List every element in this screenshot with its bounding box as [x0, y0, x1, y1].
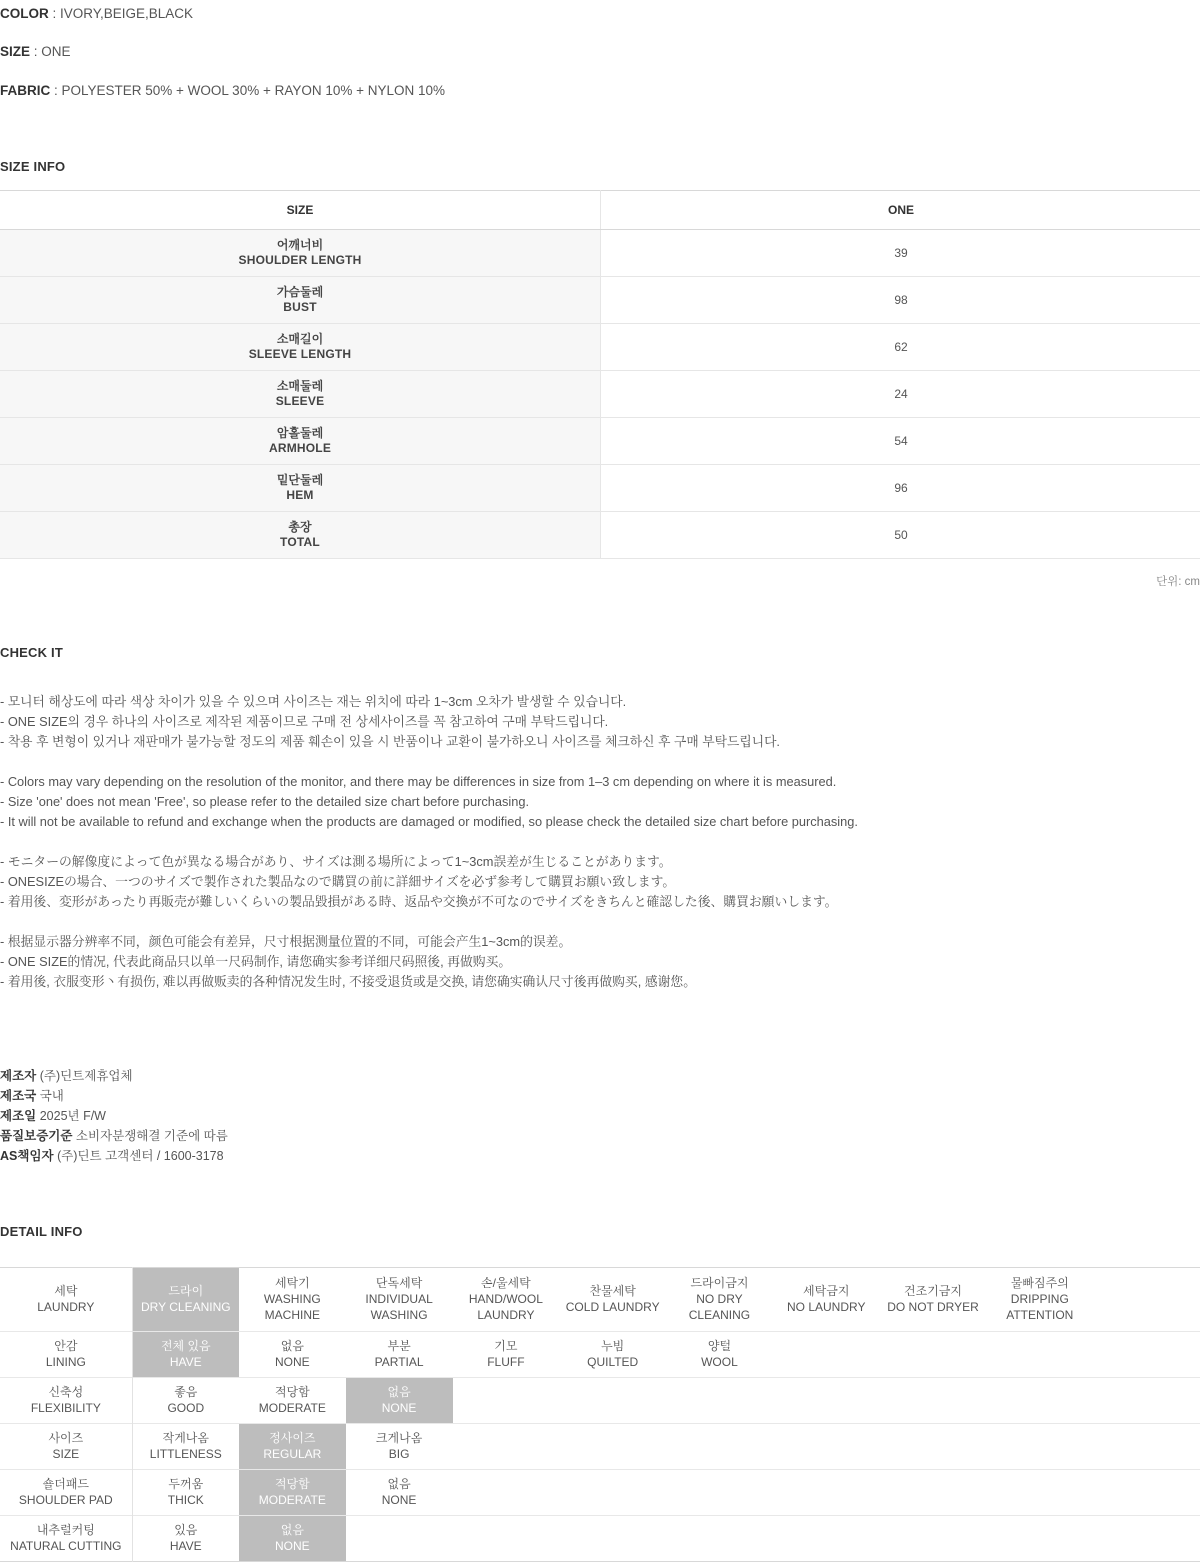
detail-option-size-big[interactable]: [346, 1423, 453, 1469]
check-ja-1: - モニターの解像度によって色が異なる場合があり、サイズは測る場所によって1~3cm誤差が生じることがあります。: [0, 852, 1200, 872]
size-row-label-en: SHOULDER LENGTH: [0, 253, 600, 268]
detail-empty-cell: [773, 1331, 880, 1377]
detail-option-flexibility-moderate[interactable]: [239, 1377, 346, 1423]
size-table-header-label: SIZE: [0, 190, 601, 229]
check-en-2: - Size 'one' does not mean 'Free', so please refer to the detailed size chart before purchasing.: [0, 792, 1200, 812]
detail-row-head: [0, 1469, 132, 1515]
detail-option-pad-none[interactable]: [346, 1469, 453, 1515]
detail-option-lining-partial[interactable]: [346, 1331, 453, 1377]
detail-empty-cell: [773, 1423, 880, 1469]
size-row-label-kr: 암홀둘레: [0, 426, 600, 441]
maker-row: [0, 1086, 1200, 1106]
spec-fabric-value: : POLYESTER 50% + WOOL 30% + RAYON 10% + NYLON 10%: [50, 83, 445, 98]
size-table-header-row: [0, 190, 1200, 229]
detail-head-en: LINING: [2, 1354, 130, 1370]
detail-option-en: GOOD: [135, 1400, 237, 1416]
detail-empty-cell: [453, 1469, 560, 1515]
detail-empty-cell: [773, 1469, 880, 1515]
detail-option-kr: 드라이금지: [668, 1275, 771, 1291]
detail-option-en: HAND/WOOL LAUNDRY: [455, 1291, 558, 1323]
size-row-value: 50: [601, 511, 1200, 558]
detail-option-dry-cleaning[interactable]: [132, 1267, 239, 1331]
detail-option-flexibility-none[interactable]: [346, 1377, 453, 1423]
detail-option-lining-none[interactable]: [239, 1331, 346, 1377]
detail-head-en: SHOULDER PAD: [2, 1492, 130, 1508]
detail-option-en: PARTIAL: [348, 1354, 451, 1370]
detail-empty-cell: [773, 1515, 880, 1561]
size-table-header-value: ONE: [601, 190, 1200, 229]
check-en-3: - It will not be available to refund and exchange when the products are damaged or modified, so please check the detailed size chart before purchasing.: [0, 812, 1200, 832]
detail-option-kr: 적당함: [241, 1384, 344, 1400]
detail-option-kr: 크게나옴: [348, 1430, 451, 1446]
detail-head-kr: 내추럴커팅: [2, 1522, 130, 1538]
maker-row: [0, 1106, 1200, 1126]
maker-value: (주)딘트제휴업체: [36, 1069, 132, 1083]
size-row-label: [0, 464, 601, 511]
detail-empty-cell: [453, 1515, 560, 1561]
detail-head-en: LAUNDRY: [2, 1299, 130, 1315]
maker-key: 품질보증기준: [0, 1129, 72, 1143]
detail-option-en: BIG: [348, 1446, 451, 1462]
detail-empty-cell: [559, 1423, 666, 1469]
detail-option-en: QUILTED: [561, 1354, 664, 1370]
detail-option-kr: 부분: [348, 1338, 451, 1354]
size-row-label-en: BUST: [0, 300, 600, 315]
detail-option-dripping-attention[interactable]: [986, 1267, 1093, 1331]
table-row: [0, 511, 1200, 558]
maker-value: 2025년 F/W: [36, 1109, 106, 1123]
detail-row-head: [0, 1377, 132, 1423]
maker-key: 제조일: [0, 1109, 36, 1123]
size-row-label-kr: 어깨너비: [0, 238, 600, 253]
spec-color: [0, 4, 1200, 24]
detail-empty-cell: [986, 1423, 1093, 1469]
detail-option-en: NONE: [348, 1400, 451, 1416]
detail-empty-cell: [346, 1515, 453, 1561]
detail-option-en: MODERATE: [241, 1400, 344, 1416]
detail-option-en: HAVE: [135, 1354, 237, 1370]
detail-option-cutting-have[interactable]: [132, 1515, 239, 1561]
detail-option-kr: 정사이즈: [241, 1430, 344, 1446]
detail-option-kr: 작게나옴: [135, 1430, 237, 1446]
maker-key: AS책임자: [0, 1149, 54, 1163]
detail-info-title: DETAIL INFO: [0, 1224, 1200, 1239]
detail-option-lining-wool[interactable]: [666, 1331, 773, 1377]
detail-info-table: [0, 1267, 1200, 1562]
size-table-body: [0, 229, 1200, 558]
maker-row: [0, 1126, 1200, 1146]
maker-row: [0, 1066, 1200, 1086]
check-it-title: CHECK IT: [0, 645, 1200, 660]
detail-option-kr: 세탁금지: [775, 1283, 878, 1299]
detail-option-kr: 건조기금지: [882, 1283, 985, 1299]
size-row-label: [0, 323, 601, 370]
size-row-label-kr: 소매길이: [0, 332, 600, 347]
spacer: [0, 912, 1200, 932]
detail-option-size-regular[interactable]: [239, 1423, 346, 1469]
maker-value: 소비자분쟁해결 기준에 따름: [72, 1129, 227, 1143]
size-row-label: [0, 229, 601, 276]
detail-option-en: FLUFF: [455, 1354, 558, 1370]
detail-empty-cell: [1093, 1331, 1200, 1377]
check-ja-3: - 着用後、変形があったり再販売が難しいくらいの製品毀損がある時、返品や交換が不可なのでサイズをきちんと確認した後、購買お願いします。: [0, 892, 1200, 912]
size-row-label: [0, 511, 601, 558]
size-row-value: 96: [601, 464, 1200, 511]
detail-empty-cell: [880, 1423, 987, 1469]
detail-option-en: NONE: [241, 1354, 344, 1370]
check-en-1: - Colors may vary depending on the resolution of the monitor, and there may be differences in size from 1–3 cm depending on where it is measured.: [0, 772, 1200, 792]
detail-empty-cell: [986, 1377, 1093, 1423]
detail-option-cold-laundry[interactable]: [559, 1267, 666, 1331]
detail-option-en: COLD LAUNDRY: [561, 1299, 664, 1315]
detail-head-en: SIZE: [2, 1446, 130, 1462]
detail-option-do-not-dryer[interactable]: [880, 1267, 987, 1331]
spec-size: [0, 42, 1200, 62]
size-unit-note: 단위: cm: [0, 573, 1200, 589]
detail-head-kr: 사이즈: [2, 1430, 130, 1446]
detail-option-kr: 손/울세탁: [455, 1275, 558, 1291]
size-row-label-en: SLEEVE: [0, 394, 600, 409]
size-row-label: [0, 417, 601, 464]
detail-option-kr: 없음: [241, 1338, 344, 1354]
check-zh-1: - 根据显示器分辨率不同，颜色可能会有差异，尺寸根据测量位置的不同，可能会产生1~3cm的误差。: [0, 932, 1200, 952]
detail-option-kr: 없음: [348, 1384, 451, 1400]
detail-row-head: [0, 1515, 132, 1561]
detail-option-kr: 기모: [455, 1338, 558, 1354]
detail-empty-cell: [453, 1423, 560, 1469]
spec-color-key: COLOR: [0, 6, 49, 21]
spacer: [0, 752, 1200, 772]
detail-option-hand-wool-laundry[interactable]: [453, 1267, 560, 1331]
detail-row-laundry: [0, 1267, 1200, 1331]
detail-option-pad-thick[interactable]: [132, 1469, 239, 1515]
detail-option-kr: 적당함: [241, 1476, 344, 1492]
check-zh-3: - 着用後, 衣服变形丶有损伤, 难以再做贩卖的各种情况发生时, 不接受退货或是交换, 请您确实确认尺寸後再做购买, 感谢您。: [0, 972, 1200, 992]
check-ko-1: - 모니터 해상도에 따라 색상 차이가 있을 수 있으며 사이즈는 재는 위치에 따라 1~3cm 오차가 발생할 수 있습니다.: [0, 692, 1200, 712]
table-row: [0, 276, 1200, 323]
check-it-body: [0, 692, 1200, 992]
size-row-label-kr: 가슴둘레: [0, 285, 600, 300]
detail-empty-cell: [666, 1469, 773, 1515]
detail-option-en: REGULAR: [241, 1446, 344, 1462]
detail-option-kr: 누빔: [561, 1338, 664, 1354]
maker-key: 제조자: [0, 1069, 36, 1083]
size-row-label: [0, 276, 601, 323]
size-row-label-en: TOTAL: [0, 535, 600, 550]
detail-option-lining-fluff[interactable]: [453, 1331, 560, 1377]
spec-size-value: : ONE: [30, 44, 71, 59]
size-row-label-en: HEM: [0, 488, 600, 503]
detail-option-en: WOOL: [668, 1354, 771, 1370]
detail-option-kr: 세탁기: [241, 1275, 344, 1291]
detail-head-kr: 숄더패드: [2, 1476, 130, 1492]
detail-option-en: HAVE: [135, 1538, 237, 1554]
size-row-label-kr: 총장: [0, 520, 600, 535]
size-row-label-en: SLEEVE LENGTH: [0, 347, 600, 362]
detail-row-head: [0, 1267, 132, 1331]
detail-option-kr: 좋음: [135, 1384, 237, 1400]
size-row-label-kr: 밑단둘레: [0, 473, 600, 488]
detail-option-en: THICK: [135, 1492, 237, 1508]
table-row: [0, 370, 1200, 417]
detail-option-en: WASHING MACHINE: [241, 1291, 344, 1323]
detail-row-head: [0, 1331, 132, 1377]
detail-option-size-littleness[interactable]: [132, 1423, 239, 1469]
size-info-title: SIZE INFO: [0, 159, 1200, 174]
detail-row-shoulder-pad: [0, 1469, 1200, 1515]
detail-empty-cell: [880, 1515, 987, 1561]
detail-empty-cell: [986, 1515, 1093, 1561]
detail-option-kr: 전체 있음: [135, 1338, 237, 1354]
detail-option-en: DO NOT DRYER: [882, 1299, 985, 1315]
detail-option-kr: 드라이: [135, 1283, 237, 1299]
detail-row-flexibility: [0, 1377, 1200, 1423]
detail-empty-cell: [986, 1331, 1093, 1377]
maker-info: [0, 1066, 1200, 1166]
check-ja-2: - ONESIZEの場合、一つのサイズで製作された製品なので購買の前に詳細サイズを必ず参考して購買お願い致します。: [0, 872, 1200, 892]
detail-option-en: LITTLENESS: [135, 1446, 237, 1462]
size-row-label-en: ARMHOLE: [0, 441, 600, 456]
detail-head-en: NATURAL CUTTING: [2, 1538, 130, 1554]
table-row: [0, 464, 1200, 511]
detail-empty-cell: [986, 1469, 1093, 1515]
table-row: [0, 417, 1200, 464]
check-ko-2: - ONE SIZE의 경우 하나의 사이즈로 제작된 제품이므로 구매 전 상세사이즈를 꼭 참고하여 구매 부탁드립니다.: [0, 712, 1200, 732]
detail-option-en: MODERATE: [241, 1492, 344, 1508]
size-row-value: 54: [601, 417, 1200, 464]
detail-empty-cell: [880, 1331, 987, 1377]
size-row-value: 62: [601, 323, 1200, 370]
size-row-label: [0, 370, 601, 417]
detail-row-size: [0, 1423, 1200, 1469]
detail-option-kr: 양털: [668, 1338, 771, 1354]
detail-empty-cell: [880, 1377, 987, 1423]
detail-head-kr: 안감: [2, 1338, 130, 1354]
detail-empty-cell: [666, 1377, 773, 1423]
detail-option-kr: 물빠짐주의: [988, 1275, 1091, 1291]
detail-empty-cell: [559, 1377, 666, 1423]
detail-option-lining-have[interactable]: [132, 1331, 239, 1377]
detail-empty-cell: [559, 1469, 666, 1515]
detail-option-en: DRY CLEANING: [135, 1299, 237, 1315]
detail-row-natural-cutting: [0, 1515, 1200, 1561]
detail-option-kr: 단독세탁: [348, 1275, 451, 1291]
maker-value: 국내: [36, 1089, 64, 1103]
detail-option-kr: 없음: [348, 1476, 451, 1492]
check-ko-3: - 착용 후 변형이 있거나 재판매가 불가능할 정도의 제품 훼손이 있을 시 반품이나 교환이 불가하오니 사이즈를 체크하신 후 구매 부탁드립니다.: [0, 732, 1200, 752]
spacer: [0, 832, 1200, 852]
size-row-value: 39: [601, 229, 1200, 276]
size-row-value: 98: [601, 276, 1200, 323]
detail-empty-cell: [666, 1423, 773, 1469]
detail-row-lining: [0, 1331, 1200, 1377]
detail-option-kr: 있음: [135, 1522, 237, 1538]
size-info-table: [0, 190, 1200, 559]
detail-empty-cell: [880, 1469, 987, 1515]
detail-head-en: FLEXIBILITY: [2, 1400, 130, 1416]
spec-fabric-key: FABRIC: [0, 83, 50, 98]
detail-row-head: [0, 1423, 132, 1469]
detail-option-en: DRIPPING ATTENTION: [988, 1291, 1091, 1323]
detail-option-kr: 두꺼움: [135, 1476, 237, 1492]
detail-empty-cell: [1093, 1267, 1200, 1331]
table-row: [0, 323, 1200, 370]
maker-key: 제조국: [0, 1089, 36, 1103]
table-row: [0, 229, 1200, 276]
spec-fabric: [0, 81, 1200, 101]
detail-option-no-dry-cleaning[interactable]: [666, 1267, 773, 1331]
detail-option-washing-machine[interactable]: [239, 1267, 346, 1331]
spec-size-key: SIZE: [0, 44, 30, 59]
detail-option-no-laundry[interactable]: [773, 1267, 880, 1331]
detail-option-cutting-none[interactable]: [239, 1515, 346, 1561]
detail-option-en: NONE: [348, 1492, 451, 1508]
check-zh-2: - ONE SIZE的情况, 代表此商品只以单一尺码制作, 请您确实参考详细尺码照後, 再做购买。: [0, 952, 1200, 972]
detail-option-kr: 없음: [241, 1522, 344, 1538]
size-row-value: 24: [601, 370, 1200, 417]
size-row-label-kr: 소매둘레: [0, 379, 600, 394]
detail-option-lining-quilted[interactable]: [559, 1331, 666, 1377]
detail-option-kr: 찬물세탁: [561, 1283, 664, 1299]
maker-value: (주)딘트 고객센터 / 1600-3178: [54, 1149, 224, 1163]
detail-empty-cell: [666, 1515, 773, 1561]
detail-empty-cell: [773, 1377, 880, 1423]
detail-option-en: INDIVIDUAL WASHING: [348, 1291, 451, 1323]
detail-option-en: NO DRY CLEANING: [668, 1291, 771, 1323]
detail-option-en: NO LAUNDRY: [775, 1299, 878, 1315]
maker-row: [0, 1146, 1200, 1166]
detail-empty-cell: [453, 1377, 560, 1423]
detail-empty-cell: [559, 1515, 666, 1561]
spec-color-value: : IVORY,BEIGE,BLACK: [49, 6, 193, 21]
detail-option-pad-moderate[interactable]: [239, 1469, 346, 1515]
detail-option-individual-washing[interactable]: [346, 1267, 453, 1331]
detail-head-kr: 신축성: [2, 1384, 130, 1400]
detail-option-en: NONE: [241, 1538, 344, 1554]
detail-head-kr: 세탁: [2, 1283, 130, 1299]
detail-option-flexibility-good[interactable]: [132, 1377, 239, 1423]
